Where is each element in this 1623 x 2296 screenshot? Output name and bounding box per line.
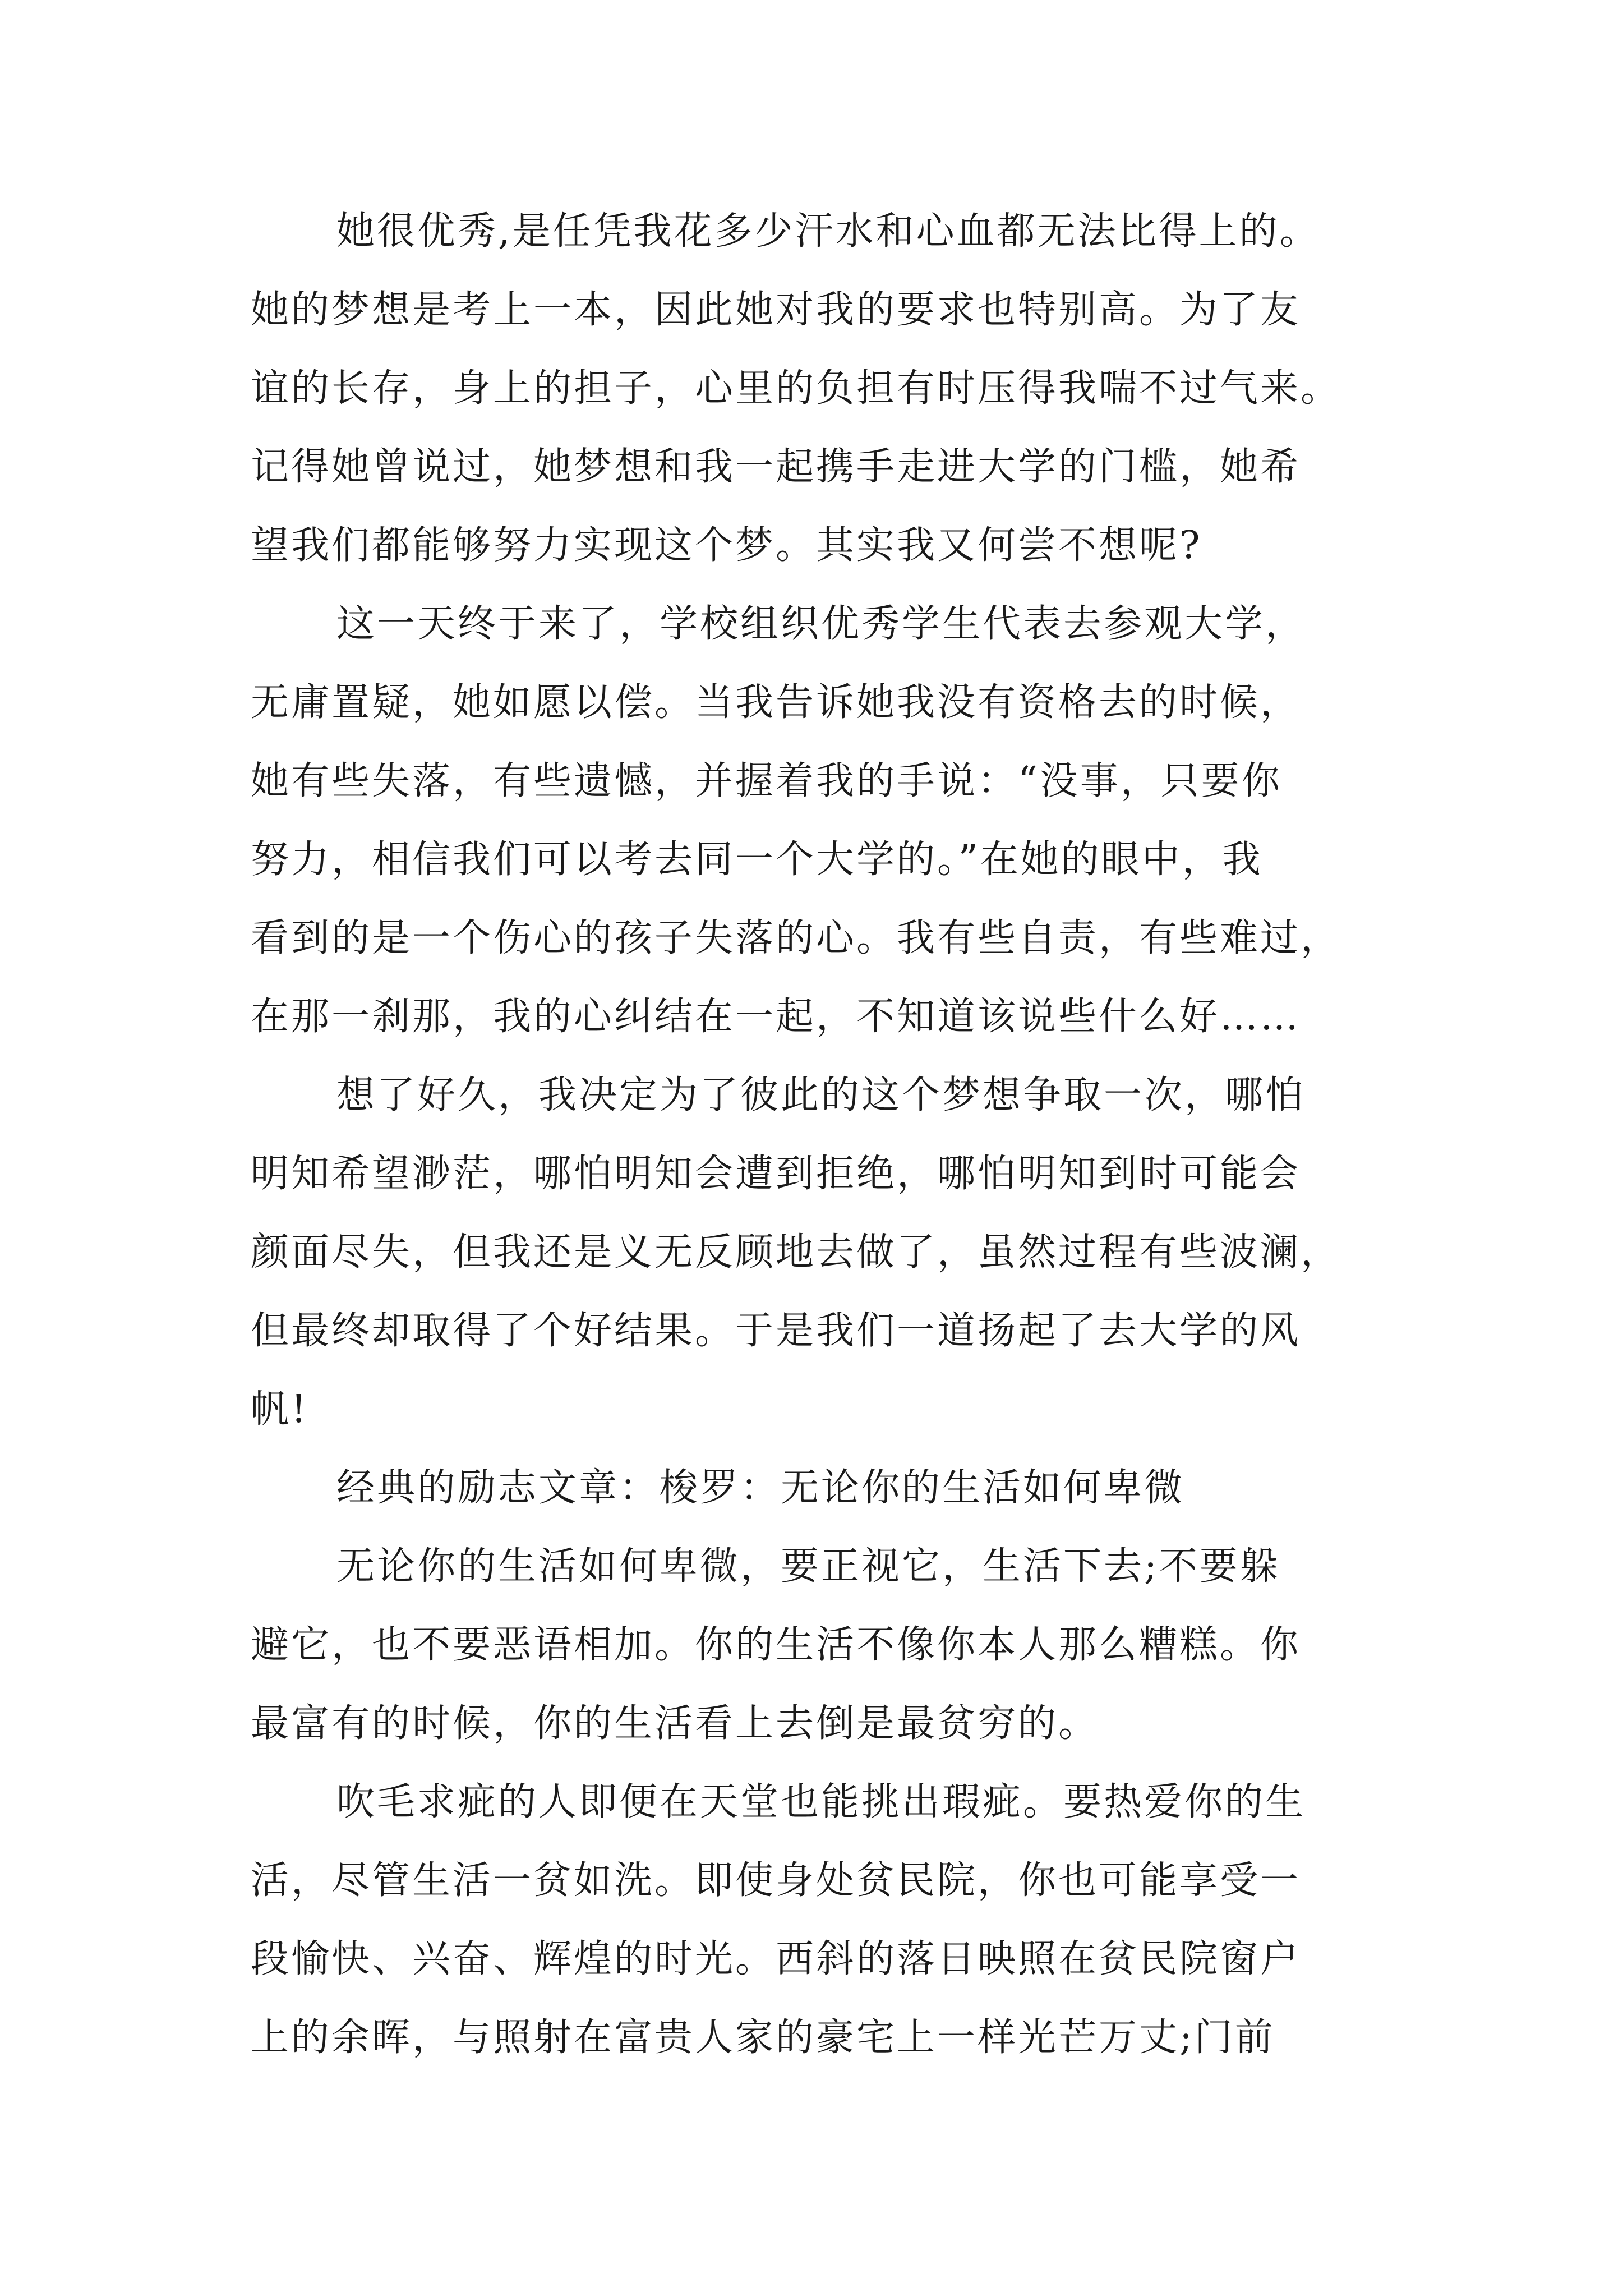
text-line: 最富有的时候，你的生活看上去倒是最贫穷的。 <box>251 1701 1099 1746</box>
text-line: 活，尽管生活一贫如洗。即使身处贫民院，你也可能享受一 <box>251 1858 1301 1903</box>
text-line: 想了好久，我决定为了彼此的这个梦想争取一次，哪怕 <box>336 1073 1306 1117</box>
text-line: 吹毛求疵的人即便在天堂也能挑出瑕疵。要热爱你的生 <box>336 1780 1306 1824</box>
text-line: 颜面尽失，但我还是义无反顾地去做了，虽然过程有些波澜， <box>251 1230 1341 1274</box>
text-line: 谊的长存，身上的担子，心里的负担有时压得我喘不过气来。 <box>251 366 1341 411</box>
text-line: 避它，也不要恶语相加。你的生活不像你本人那么糟糕。你 <box>251 1623 1301 1667</box>
text-line: 在那一刹那，我的心纠结在一起，不知道该说些什么好…… <box>251 995 1301 1039</box>
text-line: 她很优秀,是任凭我花多少汗水和心血都无法比得上的。 <box>336 209 1320 254</box>
text-line: 记得她曾说过，她梦想和我一起携手走进大学的门槛，她希 <box>251 445 1301 489</box>
text-line: 她有些失落，有些遗憾，并握着我的手说：“没事，只要你 <box>251 759 1282 803</box>
section-heading: 经典的励志文章：梭罗：无论你的生活如何卑微 <box>336 1466 1185 1510</box>
text-line: 无庸置疑，她如愿以偿。当我告诉她我没有资格去的时候， <box>251 680 1301 725</box>
text-line: 帆! <box>251 1387 309 1432</box>
text-line: 努力，相信我们可以考去同一个大学的。”在她的眼中，我 <box>251 838 1263 882</box>
text-line: 但最终却取得了个好结果。于是我们一道扬起了去大学的风 <box>251 1309 1301 1353</box>
text-line: 上的余晖，与照射在富贵人家的豪宅上一样光芒万丈;门前 <box>251 2016 1275 2060</box>
text-line: 她的梦想是考上一本，因此她对我的要求也特别高。为了友 <box>251 288 1301 332</box>
text-line: 段愉快、兴奋、辉煌的时光。西斜的落日映照在贫民院窗户 <box>251 1937 1301 1981</box>
text-line: 望我们都能够努力实现这个梦。其实我又何尝不想呢? <box>251 523 1202 568</box>
text-line: 看到的是一个伤心的孩子失落的心。我有些自责，有些难过， <box>251 916 1341 960</box>
text-line: 无论你的生活如何卑微，要正视它，生活下去;不要躲 <box>336 1544 1280 1589</box>
text-line: 这一天终于来了，学校组织优秀学生代表去参观大学， <box>336 602 1306 646</box>
text-line: 明知希望渺茫，哪怕明知会遭到拒绝，哪怕明知到时可能会 <box>251 1152 1301 1196</box>
